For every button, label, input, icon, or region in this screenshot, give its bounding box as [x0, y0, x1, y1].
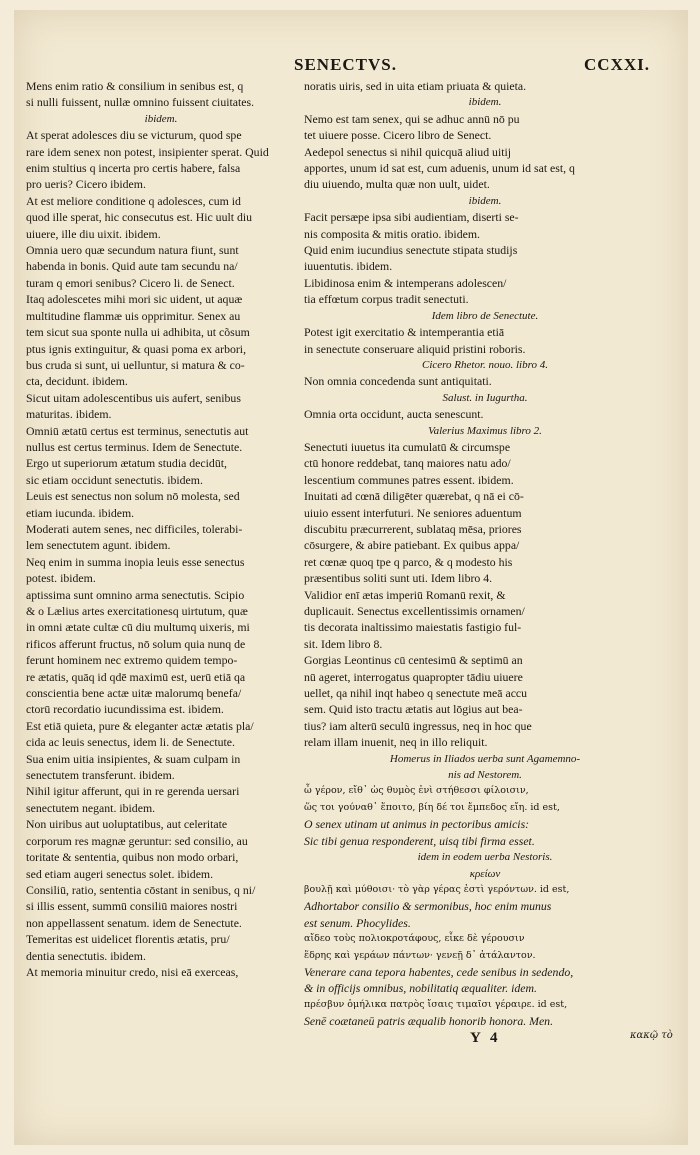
left-column-line: maturitas. ibidem.: [26, 407, 112, 422]
right-column-line: Quid enim iucundius senectute stipata studijs: [304, 243, 518, 258]
left-column-line: Moderati autem senes, nec difficiles, tolerabi-: [26, 521, 243, 536]
right-column-line: nū ageret, interrogatus quapropter tādiu uiuere: [304, 669, 523, 684]
right-column-line: Venerare cana tepora habentes, cede senibus in sedendo,: [304, 964, 574, 979]
right-column-line: noratis uiris, sed in uita etiam priuata & quieta.: [304, 79, 527, 93]
right-column-line: Gorgias Leontinus cū centesimū & septimū an: [304, 653, 523, 668]
left-column-line: re ætatis, quāq id qdē maximū est, uerū etiā qa: [26, 669, 246, 684]
right-column-line: ret cœnæ quoq tpe q parco, & q modesto his: [304, 554, 513, 569]
left-column-line: sic etiam occidunt senectutis. ibidem.: [26, 472, 203, 487]
left-column-line: Nihil igitur afferunt, qui in re gerenda uersari: [26, 784, 240, 799]
right-column-line: Senectuti iuuetus ita cumulatū & circumspe: [304, 439, 511, 454]
left-column-line: & o Lælius artes exercitationesq uirtutum, quæ: [26, 604, 248, 618]
left-column-line: Leuis est senectus non solum nō molesta, sed: [26, 489, 240, 504]
folio-number: CCXXI.: [584, 55, 650, 74]
right-column-line: Salust. in Iugurtha.: [442, 391, 528, 404]
right-column-line: præsentibus soliti sunt uti. Idem libro 4.: [304, 571, 493, 586]
left-column-line: corporum res magnæ geruntur: sed consilio, au: [26, 833, 248, 848]
left-column-line: ptus ignis extinguitur, & quasi poma ex arbori,: [26, 341, 247, 356]
right-column-line: nis ad Nestorem.: [448, 769, 522, 782]
left-column-line: quod ille sperat, hic consecutus est. Hic uult diu: [26, 210, 253, 225]
right-column-line: tet uiuere posse. Cicero libro de Senect.: [304, 128, 492, 143]
right-column-line: iuuentutis. ibidem.: [304, 259, 393, 274]
left-column-line: enim stultius q incerta pro certis habere, falsa: [26, 161, 241, 176]
right-column-line: discubitu præcurrerent, sublataq mēsa, priores: [304, 521, 522, 536]
left-column: [26, 78, 296, 978]
right-column-line: Idem libro de Senectute.: [431, 309, 539, 322]
right-column-line: πρέσβυν ὁμήλικα πατρὸς ἴσαις τιμαῖσι γέραιρε. id est,: [304, 998, 568, 1010]
right-column-line: κρείων: [469, 867, 501, 880]
right-column-line: Valerius Maximus libro 2.: [428, 424, 542, 437]
right-column-line: uellet, qa nihil inqt habeo q senectute meā accu: [304, 686, 528, 701]
right-column-line: Libidinosa enim & intemperans adolescen/: [304, 275, 507, 290]
right-column-line: Sic tibi genua responderent, uisq tibi firma esset.: [304, 833, 535, 848]
left-column-line: cta, decidunt. ibidem.: [26, 374, 128, 389]
left-column-line: lem senectutem agunt. ibidem.: [26, 538, 171, 553]
right-column-line: est senum. Phocylides.: [304, 915, 411, 930]
left-column-line: Consiliū, ratio, sententia cōstant in senibus, q ni/: [26, 882, 256, 897]
right-column-line: Potest igit exercitatio & intemperantia etiā: [304, 325, 505, 340]
right-column-line: ἕδρης καὶ γεράων πάντων· γενεῇ δ᾽ ἀτάλαντον.: [304, 949, 536, 961]
left-column-line: toritate & sententia, quibus non modo orbari,: [26, 850, 239, 865]
right-column-line: O senex utinam ut animus in pectoribus amicis:: [304, 817, 530, 832]
left-column-line: si nulli fuissent, nullæ omnino fuissent ciuitates.: [26, 95, 255, 110]
right-column-line: Nemo est tam senex, qui se adhuc annū nō pu: [304, 111, 520, 126]
right-column-line: αἴδεο τοὺς πολιοκροτάφους, εἶκε δὲ γέρουσιν: [304, 933, 525, 945]
left-column-line: senectutem transferunt. ibidem.: [26, 768, 175, 783]
right-column-line: Adhortabor consilio & sermonibus, hoc enim munus: [304, 899, 552, 914]
right-column-line: ὦ γέρον, εἴθ᾽ ὡς θυμὸς ἐνὶ στήθεσσι φίλοισιν,: [304, 785, 529, 797]
right-column-line: apportes, unum id sat est, cum aduenis, unum id sat est, q: [304, 161, 575, 176]
left-column-line: sed etiam augeri senectus solet. ibidem.: [26, 866, 214, 881]
left-column-line: si illis essent, summū consiliū maiores nostri: [26, 899, 238, 914]
left-column-line: Neq enim in summa inopia leuis esse senectus: [26, 554, 245, 569]
right-column-line: Senē coætaneū patris æqualib honorib honora. Men.: [304, 1014, 554, 1028]
left-column-line: multitudine flammæ uis opprimitur. Senex au: [26, 308, 241, 323]
right-column-line: Aedepol senectus si nihil quicquā aliud uitij: [304, 144, 512, 159]
left-column-line: rificos afferunt fructus, nō solum quia nunq de: [26, 636, 246, 651]
right-column-line: lescentium communes patres essent. ibidem.: [304, 472, 514, 487]
left-column-line: aptissima sunt omnino arma senectutis. Scipio: [26, 587, 245, 602]
right-column-line: ibidem.: [468, 96, 502, 109]
left-column-line: Sua enim uitia insipientes, & suam culpam in: [26, 751, 241, 766]
left-column-line: in omni ætate cultæ cū diu multumq uixeris, mi: [26, 620, 250, 635]
catchword: κακῷ τὸ: [630, 1030, 673, 1041]
right-column-line: Inuitati ad cœnā diligēter quærebat, q nā ei cō-: [304, 489, 524, 504]
left-column-line: Non uiribus aut uoluptatibus, aut celeritate: [26, 817, 228, 832]
right-column-line: uiuio essent interfuturi. Ne seniores aduentum: [304, 505, 522, 520]
left-column-line: At sperat adolesces diu se victurum, quod spe: [26, 128, 242, 143]
left-column-line: Omniū ætatū certus est terminus, senectutis aut: [26, 423, 249, 438]
right-column-line: tia effœtum corpus tradit senectuti.: [304, 292, 469, 307]
running-title: SENECTVS.: [294, 55, 398, 74]
right-column-line: sit. Idem libro 8.: [304, 636, 383, 651]
left-column-line: Mens enim ratio & consilium in senibus est, q: [26, 79, 244, 93]
right-column-line: nis composita & mitis oratio. ibidem.: [304, 226, 480, 241]
left-column-line: nullus est certus terminus. Idem de Senectute.: [26, 439, 243, 454]
left-column-line: ferunt hominem nec extremo quidem tempo-: [26, 653, 238, 668]
right-column-line: Cicero Rhetor. nouo. libro 4.: [422, 358, 548, 371]
left-column-line: cida ac leuis senectus, idem li. de Senectute.: [26, 735, 235, 750]
right-column-line: cōsurgere, & abire patiebant. Ex quibus appa/: [304, 538, 520, 553]
left-column-line: ctorū recordatio iucundissima est. ibidem.: [26, 702, 224, 717]
left-column-line: conscientia bene actæ uitæ malorumq benefa/: [26, 686, 242, 701]
right-column-line: Omnia orta occidunt, aucta senescunt.: [304, 407, 484, 422]
left-column-line: Ergo ut superiorum ætatum studia decidūt,: [26, 456, 227, 471]
right-column-line: Non omnia concedenda sunt antiquitati.: [304, 374, 492, 389]
left-column-line: uiuere, ille diu uixit. ibidem.: [26, 226, 161, 241]
right-column-line: Homerus in Iliados uerba sunt Agamemno-: [389, 752, 581, 765]
left-column-line: potest. ibidem.: [26, 571, 96, 586]
left-column-line: Temeritas est uidelicet florentis ætatis, pru/: [26, 932, 230, 947]
right-column-line: duplicauit. Senectus excellentissimis ornamen/: [304, 604, 525, 618]
right-column-line: & in officijs omnibus, nobilitatiq æqualiter. idem.: [304, 981, 537, 996]
left-column-line: At memoria minuitur credo, nisi eā exerceas,: [26, 964, 239, 978]
left-column-line: Omnia uero quæ secundum natura fiunt, sunt: [26, 243, 239, 258]
left-column-line: bus cruda si sunt, ui uelluntur, si matura & co-: [26, 357, 245, 372]
right-column-line: βουλῇ καὶ μύθοισι· τὸ γὰρ γέρας ἐστὶ γερόντων. id est,: [304, 883, 570, 895]
left-column-line: Itaq adolescetes mihi mori sic uident, ut aquæ: [26, 292, 243, 307]
right-column-line: tius? iam alterū seculū ingressus, neq in hoc que: [304, 718, 532, 733]
left-column-line: Sicut uitam adolescentibus uis aufert, senibus: [26, 390, 241, 405]
right-column-line: sem. Quid isto tractu ætatis aut lōgius aut bea-: [304, 702, 523, 717]
left-column-line: non appellassent senatum. idem de Senectute.: [26, 915, 242, 930]
left-column-line: etiam iucunda. ibidem.: [26, 505, 135, 520]
left-column-line: habenda in bonis. Quid aute tam secundu na/: [26, 259, 238, 274]
left-column-line: turam q emori senibus? Cicero li. de Senect.: [26, 275, 235, 290]
left-column-line: pro ueris? Cicero ibidem.: [26, 177, 146, 192]
left-column-line: dentia senectutis. ibidem.: [26, 948, 146, 963]
right-column-line: ctū honore reddebat, tanq maiores natu ado/: [304, 456, 511, 471]
left-column-line: At est meliore conditione q adolesces, cum id: [26, 193, 241, 208]
left-column-line: tem sicut sua sponte nulla ui adhibita, ut cõsum: [26, 325, 250, 340]
right-column-line: idem in eodem uerba Nestoris.: [417, 851, 553, 864]
signature-mark: Y 4: [470, 1030, 501, 1046]
left-column-line: senectutem negant. ibidem.: [26, 800, 156, 815]
right-column-line: relam illam inuenit, neq in illo reliquit.: [304, 735, 488, 750]
right-column-line: Validior enī ætas imperiū Romanū rexit, &: [304, 587, 506, 602]
right-column-line: diu uiuendo, multa quæ non uult, uidet.: [304, 177, 490, 192]
left-column-line: ibidem.: [144, 112, 178, 125]
right-column-line: in senectute conseruare aliquid pristini roboris.: [304, 341, 526, 356]
right-column: [304, 78, 666, 1028]
right-column-line: Facit persæpe ipsa sibi audientiam, diserti se-: [304, 210, 519, 225]
right-column-line: ὥς τοι γούναθ᾽ ἕποιτο, βίη δέ τοι ἔμπεδος εἴη. id est,: [304, 801, 560, 813]
left-column-line: Est etiā quieta, pure & eleganter actæ ætatis pla/: [26, 718, 254, 733]
left-column-line: rare idem senex non potest, insipienter sperat. Quid: [26, 144, 269, 159]
page-header: [0, 55, 700, 79]
right-column-line: tis decorata inaltissimo maiestatis fastigio ful-: [304, 620, 522, 635]
right-column-line: ibidem.: [468, 194, 502, 207]
